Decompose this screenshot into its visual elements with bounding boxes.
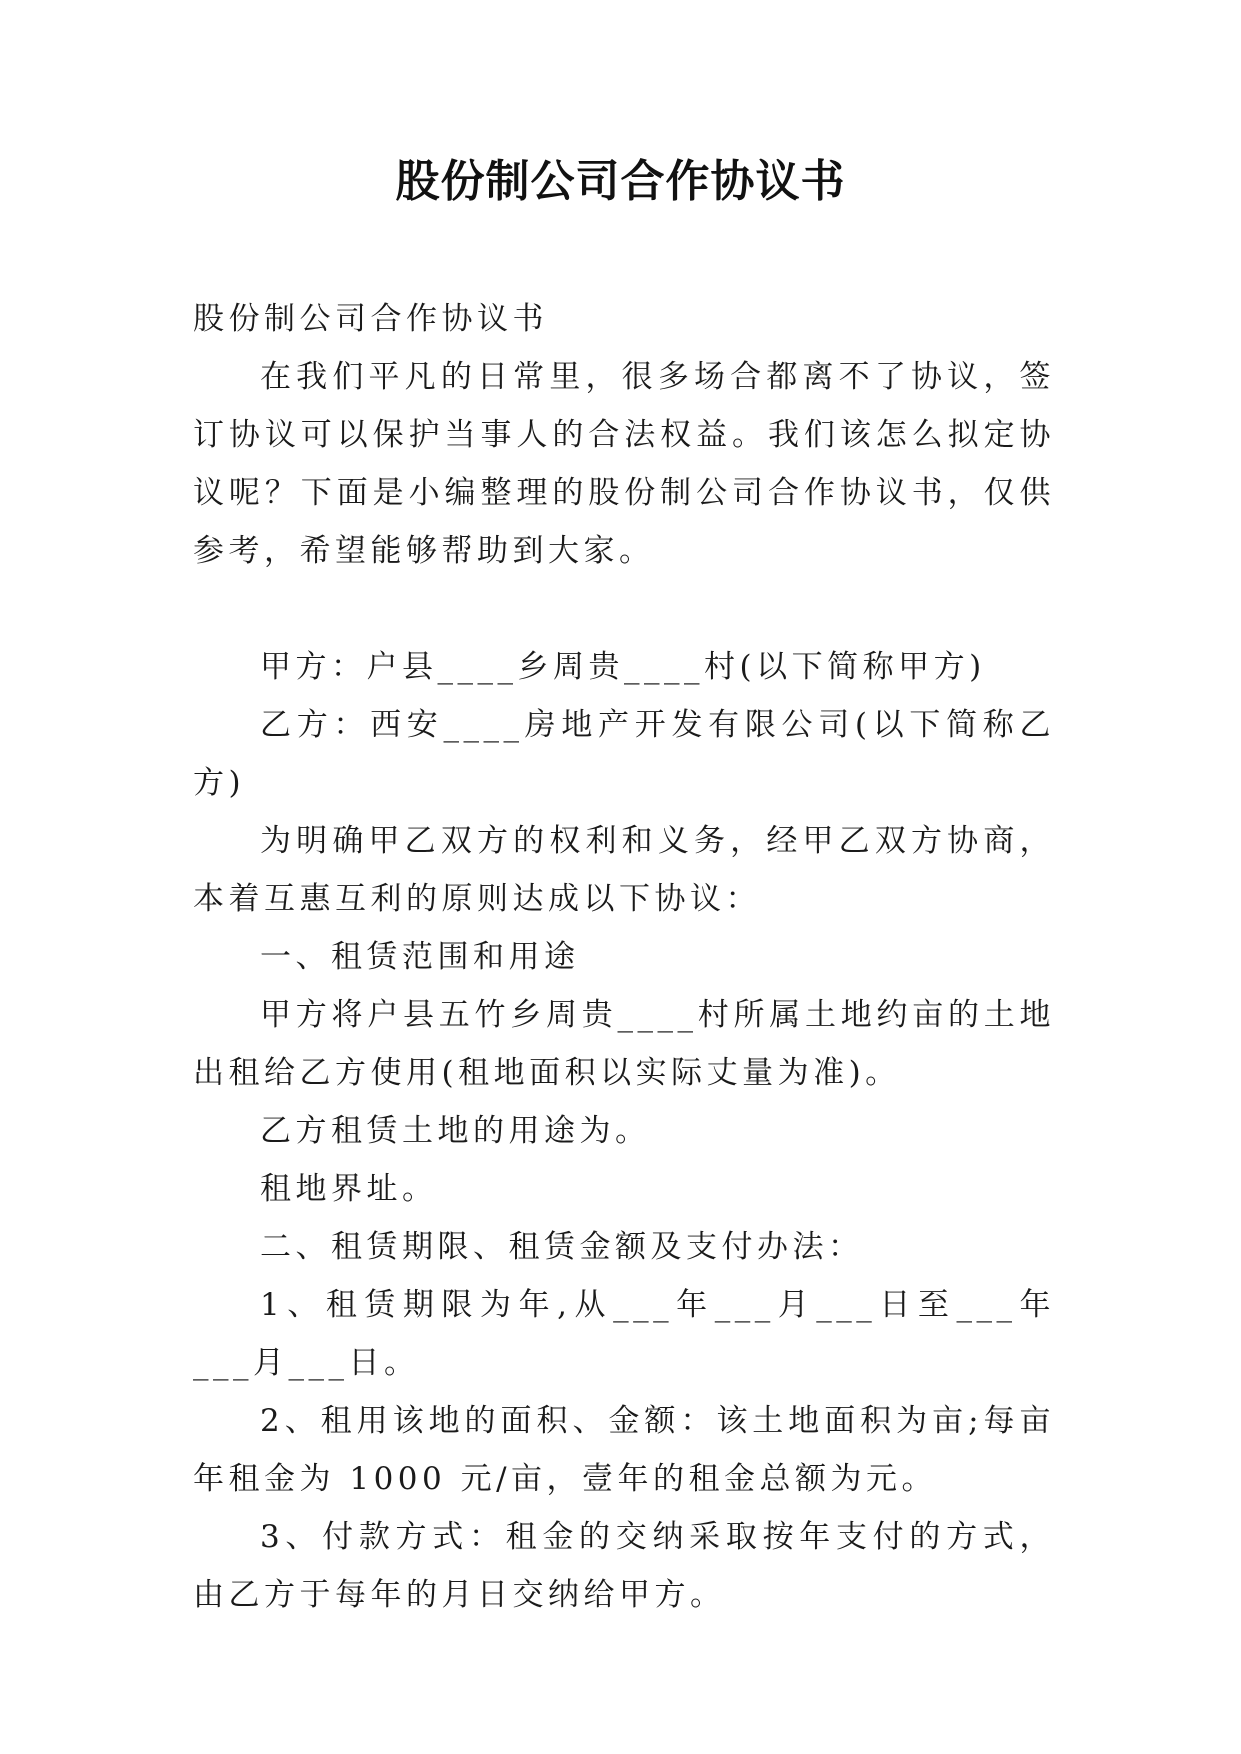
document-title: 股份制公司合作协议书: [395, 156, 846, 207]
lease-amount-paragraph: 2、租用该地的面积、金额：该土地面积为亩;每亩年租金为 1000 元/亩，壹年的租金总额为元。: [193, 1403, 1055, 1497]
party-b-paragraph: 乙方：西安____房地产开发有限公司(以下简称乙方): [193, 707, 1055, 801]
subtitle-paragraph: 股份制公司合作协议书: [193, 301, 548, 337]
section-heading-2: 二、租赁期限、租赁金额及支付办法：: [260, 1229, 864, 1265]
section-heading-1: 一、租赁范围和用途: [260, 939, 580, 975]
lease-term-paragraph: 1、租赁期限为年,从___年___月___日至___年___月___日。: [193, 1287, 1055, 1381]
document-body: [193, 290, 1055, 1624]
intro-paragraph: 在我们平凡的日常里，很多场合都离不了协议，签订协议可以保护当事人的合法权益。我们该怎么拟定协议呢？下面是小编整理的股份制公司合作协议书，仅供参考，希望能够帮助到大家。: [193, 359, 1055, 569]
purpose-paragraph: 为明确甲乙双方的权利和义务，经甲乙双方协商，本着互惠互利的原则达成以下协议：: [193, 823, 1055, 917]
paragraph-spacer: [193, 580, 1055, 638]
boundary-paragraph: 租地界址。: [260, 1171, 438, 1207]
party-a-paragraph: 甲方：户县____乡周贵____村(以下简称甲方): [260, 649, 986, 685]
lease-scope-paragraph: 甲方将户县五竹乡周贵____村所属土地约亩的土地出租给乙方使用(租地面积以实际丈量为准)。: [193, 997, 1055, 1091]
payment-method-paragraph: 3、付款方式：租金的交纳采取按年支付的方式，由乙方于每年的月日交纳给甲方。: [193, 1519, 1055, 1613]
lease-usage-paragraph: 乙方租赁土地的用途为。: [260, 1113, 651, 1149]
